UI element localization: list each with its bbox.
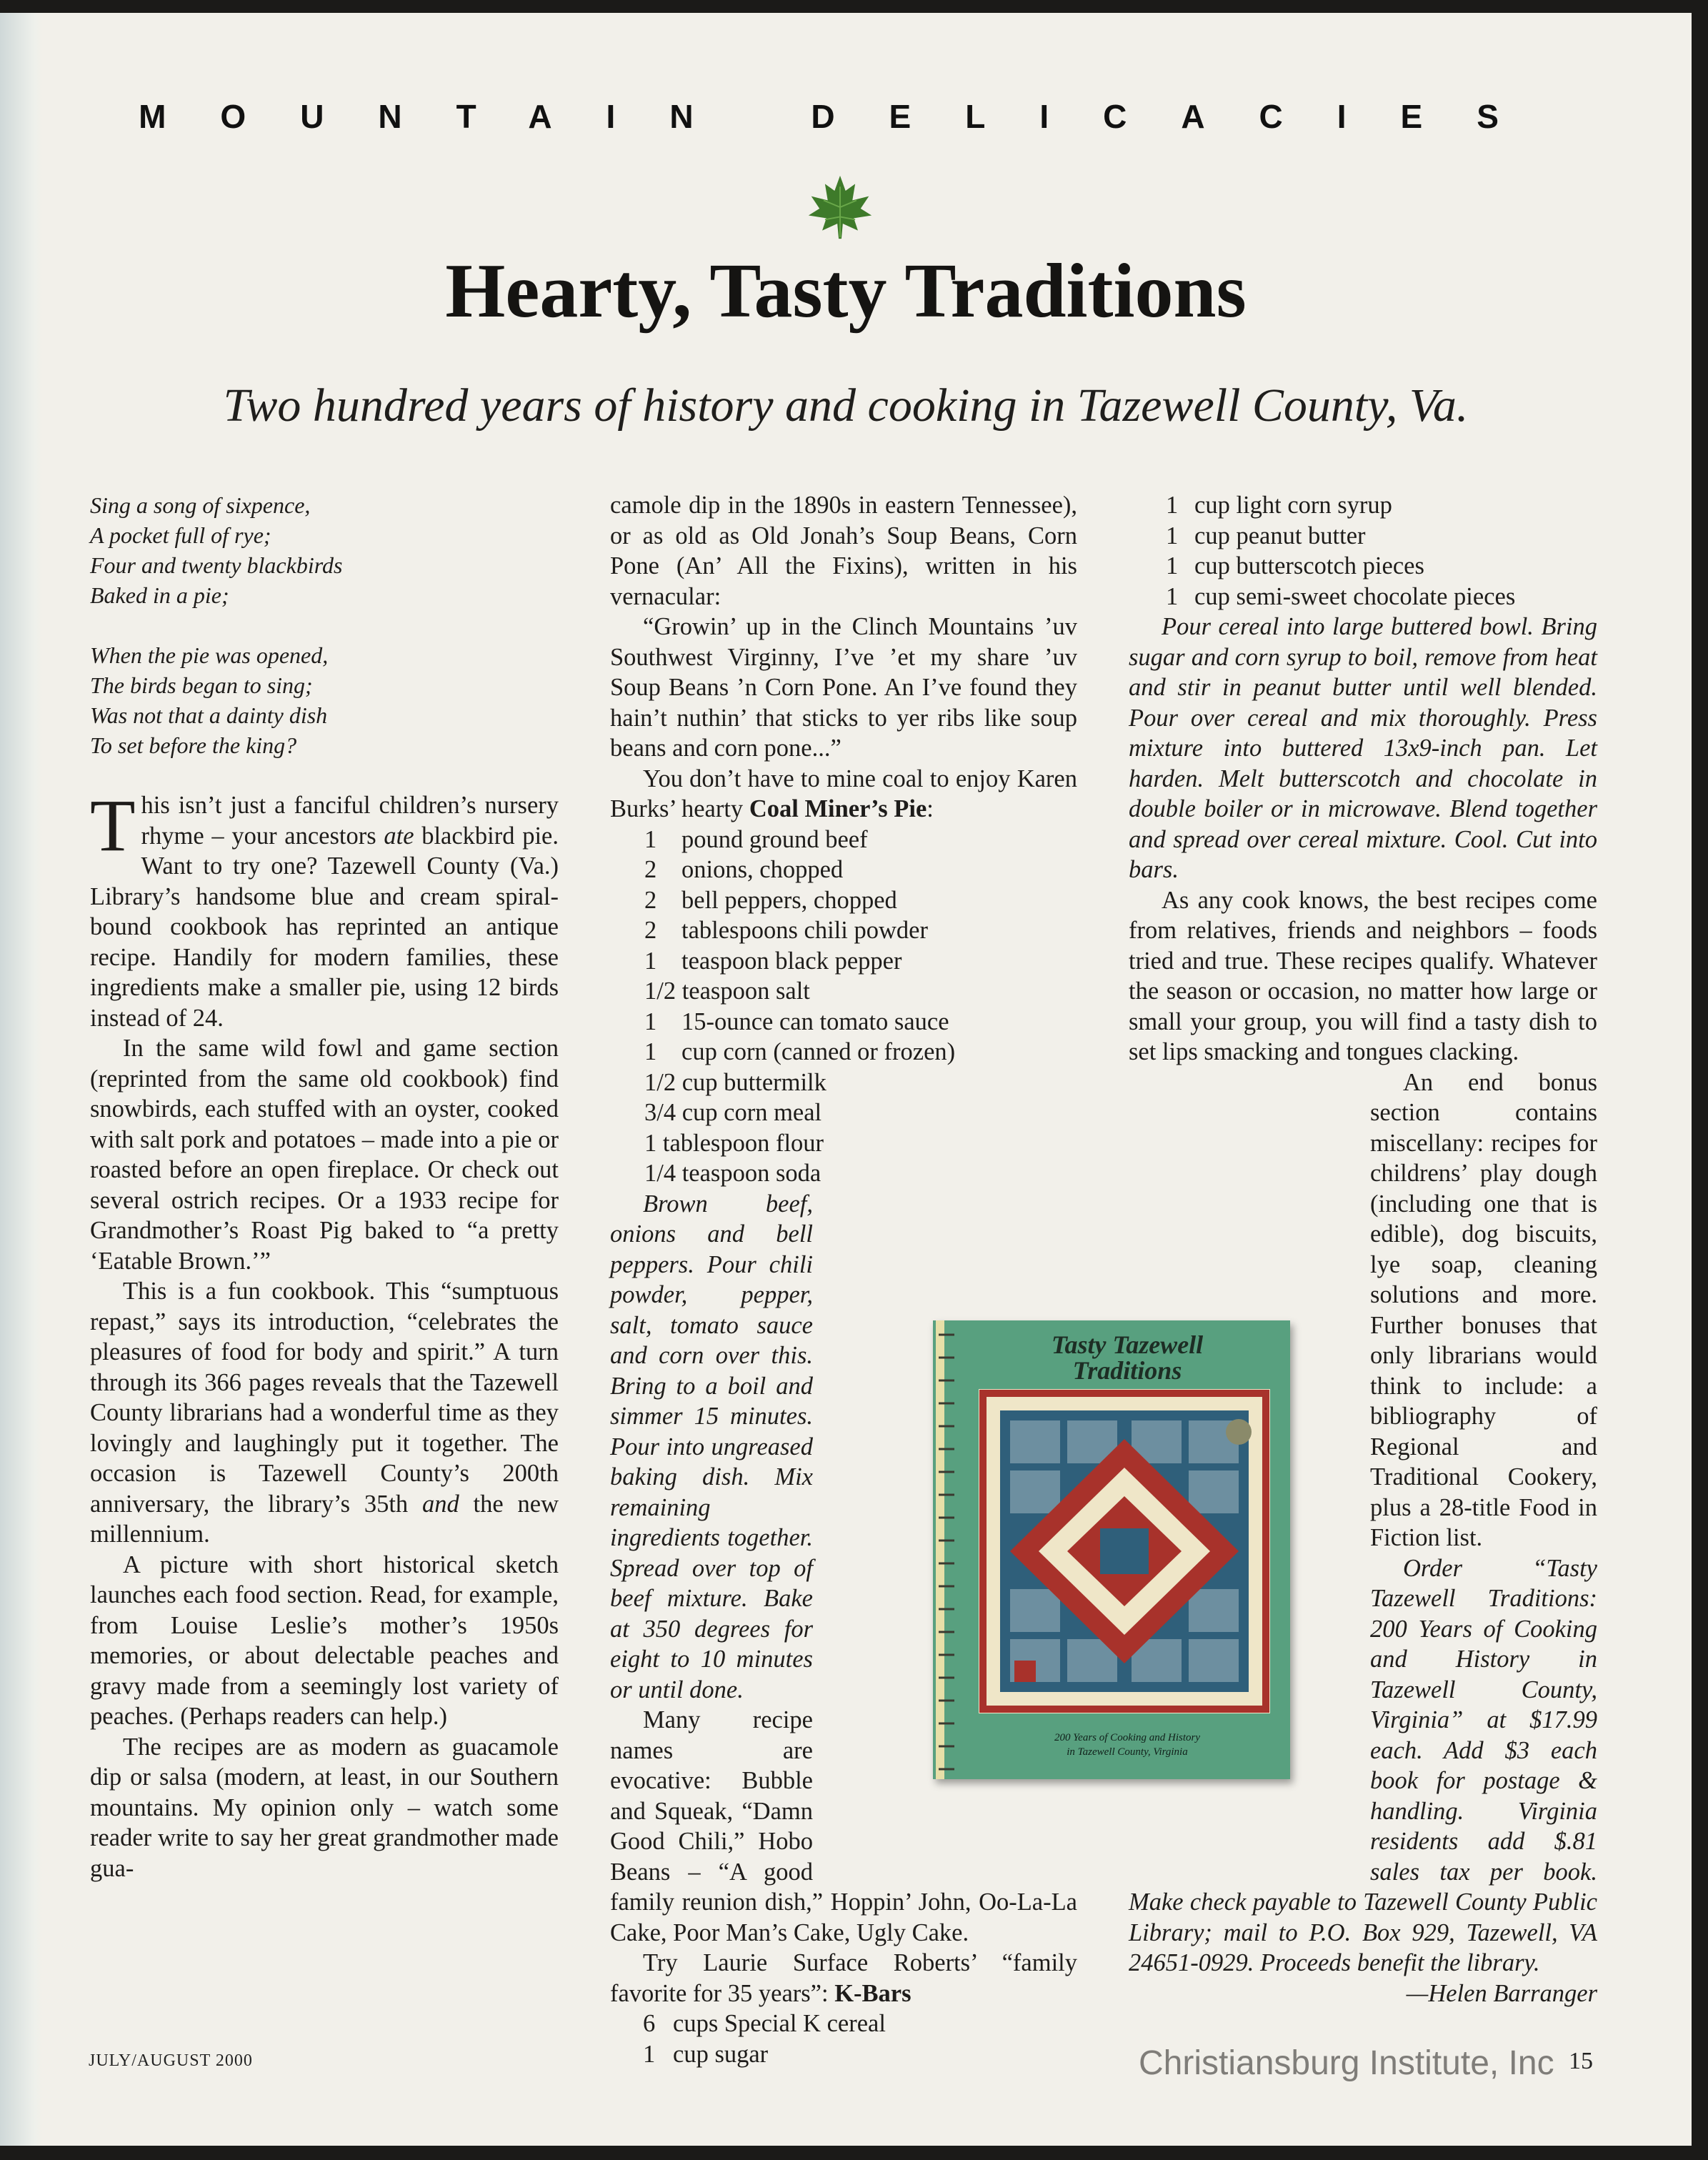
k-bars-ingredients-cont (1129, 490, 1597, 612)
ingredient: 1 pound ground beef (644, 825, 868, 853)
recipe-directions: Pour cereal into large buttered bowl. Bring sugar and corn syrup to boil, remove from heat and stir in peanut butter until well blended. Pour over cereal and mix thoroughly. Press mixture into buttered 13x9-inch pan. Let harden. Melt butterscotch and chocolate in double boiler or in microwave. Blend together and spread over cereal mixture. Cool. Cut into bars. (1129, 613, 1597, 883)
paragraph: A picture with short historical sketch launches each food section. Read, for example, from Louise Leslie’s mother’s 1950s memories, or about delectable peaches and gravy made from a seemingly lost variety of peaches. (Perhaps readers can help.) (90, 1551, 559, 1730)
ingredient: 1 cup semi-sweet chocolate pieces (1166, 582, 1516, 610)
quilt-illustration (979, 1389, 1270, 1713)
paragraph: As any cook knows, the best recipes come from relatives, friends and neighbors – foods tried and true. These recipes qualify. Whatever the season or occasion, no matter how large or small your group, you will find a tasty dish to set lips smacking and tongues clacking. (1129, 886, 1597, 1065)
ingredient: 1/2 teaspoon salt (644, 977, 810, 1005)
ingredient: 1 cup sugar (643, 2040, 769, 2068)
paragraph: The recipes are as modern as guacamole dip or salsa (modern, at least, in our Southern mountains. My opinion only – watch some reader write to say her great grandmother made gua- (90, 1733, 559, 1882)
issue-date: JULY/AUGUST 2000 (89, 2051, 253, 2070)
poem-line: Baked in a pie; (90, 582, 229, 608)
order-info: Order “Tasty Tazewell Traditions: 200 Years of Cooking and History in Tazewell County, Virginia” at $17.99 each. Add $3 each book for postage & handling. Virginia residents add $.81 sales tax per book. Make check payable to Tazewell County Public Library; mail to P.O. Box 929, Tazewell, VA 24651-0929. Proceeds benefit the library. (1129, 1554, 1597, 1976)
column-3 (1129, 490, 1597, 2009)
ingredient: 1/2 cup buttermilk (644, 1068, 826, 1096)
article-title: Hearty, Tasty Traditions (445, 249, 1247, 334)
article-subtitle: Two hundred years of history and cooking in Tazewell County, Va. (223, 379, 1469, 432)
poem-line: A pocket full of rye; (90, 522, 271, 548)
magazine-page (0, 13, 1692, 2146)
poem-line: The birds began to sing; (90, 672, 313, 698)
ingredient: 1 cup peanut butter (1166, 522, 1366, 549)
paragraph: camole dip in the 1890s in eastern Tennessee), or as old as Old Jonah’s Soup Beans, Corn Pone (An’ All the Fixins), written in his vernacular: (610, 492, 1077, 610)
ingredient: 1/4 teaspoon soda (644, 1160, 821, 1187)
ingredient: 2 tablespoons chili powder (644, 917, 928, 944)
poem-line: When the pie was opened, (90, 642, 329, 668)
ingredient: 1 cup light corn syrup (1166, 492, 1392, 519)
page-number: 15 (1569, 2048, 1593, 2074)
paragraph: “Growin’ up in the Clinch Mountains ’uv Southwest Virginny, I’ve ’et my share ’uv Soup Beans ’n Corn Pone. An I’ve found they hain’t nuthin’ that sticks to yer ribs like soup beans and corn pone...” (610, 613, 1077, 762)
spiral-binding (936, 1320, 964, 1779)
ingredient: 1 cup butterscotch pieces (1166, 552, 1424, 579)
paragraph: This isn’t just a fanciful children’s nursery rhyme – your ancestors ate blackbird pie. Want to try one? Tazewell County (Va.) Library’s handsome blue and cream spiral-bound cookbook has reprinted an antique recipe. Handily for modern families, these ingredients make a smaller pie, using 12 birds instead of 24. (90, 785, 559, 1032)
column-2 (610, 490, 1077, 2069)
ingredient: 2 onions, chopped (644, 856, 844, 883)
paragraph: This is a fun cookbook. This “sumptuous repast,” says its introduction, “celebrates the pleasures of food for body and spirit.” A turn through its 366 pages reveals that the Tazewell County librarians had a wonderful time as they lovingly and laughingly put it together. The occasion is Tazewell County’s 200th anniversary, the library’s 35th and the new millennium. (90, 1278, 559, 1548)
drop-cap: T (90, 785, 136, 867)
poem-line: Sing a song of sixpence, (90, 492, 311, 518)
paragraph: Try Laurie Surface Roberts’ “family favorite for 35 years”: K-Bars (610, 1949, 1077, 2007)
nursery-rhyme (90, 490, 559, 760)
paragraph: In the same wild fowl and game section (reprinted from the same old cookbook) find snowbirds, each stuffed with an oyster, cooked with salt pork and potatoes – made into a pie or roasted before an open fireplace. Or check out several ostrich recipes. Or a 1933 recipe for Grandmother’s Roast Pig baked to “a pretty ‘Eatable Brown.’” (90, 1035, 559, 1275)
watermark: Christiansburg Institute, Inc (1139, 2044, 1554, 2082)
paragraph: An end bonus section contains miscellany: recipes for childrens’ play dough (including one that is edible), dog biscuits, lye soap, cleaning solutions and more. Further bonuses that only librarians would think to include: a bibliography of Regional and Traditional Cookery, plus a 28-title Food in Fiction list. (1370, 1068, 1597, 1551)
ingredient: 3/4 cup corn meal (644, 1099, 822, 1126)
ingredient: 6 cups Special K cereal (643, 2010, 886, 2037)
ingredient: 1 cup corn (canned or frozen) (644, 1038, 956, 1065)
cookbook-cover-image (933, 1320, 1290, 1779)
poem-line: To set before the king? (90, 732, 297, 758)
author-signature: —Helen Barranger (1406, 1979, 1597, 2007)
column-1 (90, 490, 559, 1883)
recipe-directions: Brown beef, onions and bell peppers. Pour chili powder, pepper, salt, tomato sauce and corn over this. Bring to a boil and simmer 15 minutes. Pour into ungreased baking dish. Mix remaining ingredients together. Spread over top of beef mixture. Bake at 350 degrees for eight to 10 minutes or until done. (610, 1190, 813, 1703)
ingredient: 2 bell peppers, chopped (644, 886, 897, 914)
book-subtitle: 200 Years of Cooking and History in Tazewell County, Virginia (1054, 1732, 1201, 1758)
ingredient: 1 15-ounce can tomato sauce (644, 1007, 949, 1035)
paragraph: Many recipe names are evocative: Bubble and Squeak, “Damn Good Chili,” Hobo Beans – “A good family reunion dish,” Hoppin’ John, Oo-La-La Cake, Poor Man’s Cake, Ugly Cake. (610, 1706, 1077, 1946)
coal-miners-pie-ingredients (610, 825, 1077, 1189)
poem-line: Four and twenty blackbirds (90, 552, 343, 578)
maple-leaf-icon (806, 171, 874, 243)
paragraph: You don’t have to mine coal to enjoy Karen Burks’ hearty Coal Miner’s Pie: (610, 765, 1077, 822)
book-title: Tasty Tazewell Traditions (1051, 1330, 1204, 1385)
poem-line: Was not that a dainty dish (90, 702, 328, 728)
section-header: MOUNTAIN DELICACIES (139, 98, 1553, 135)
ingredient: 1 teaspoon black pepper (644, 947, 902, 975)
ingredient: 1 tablespoon flour (644, 1129, 824, 1157)
k-bars-ingredients (610, 2009, 1077, 2069)
